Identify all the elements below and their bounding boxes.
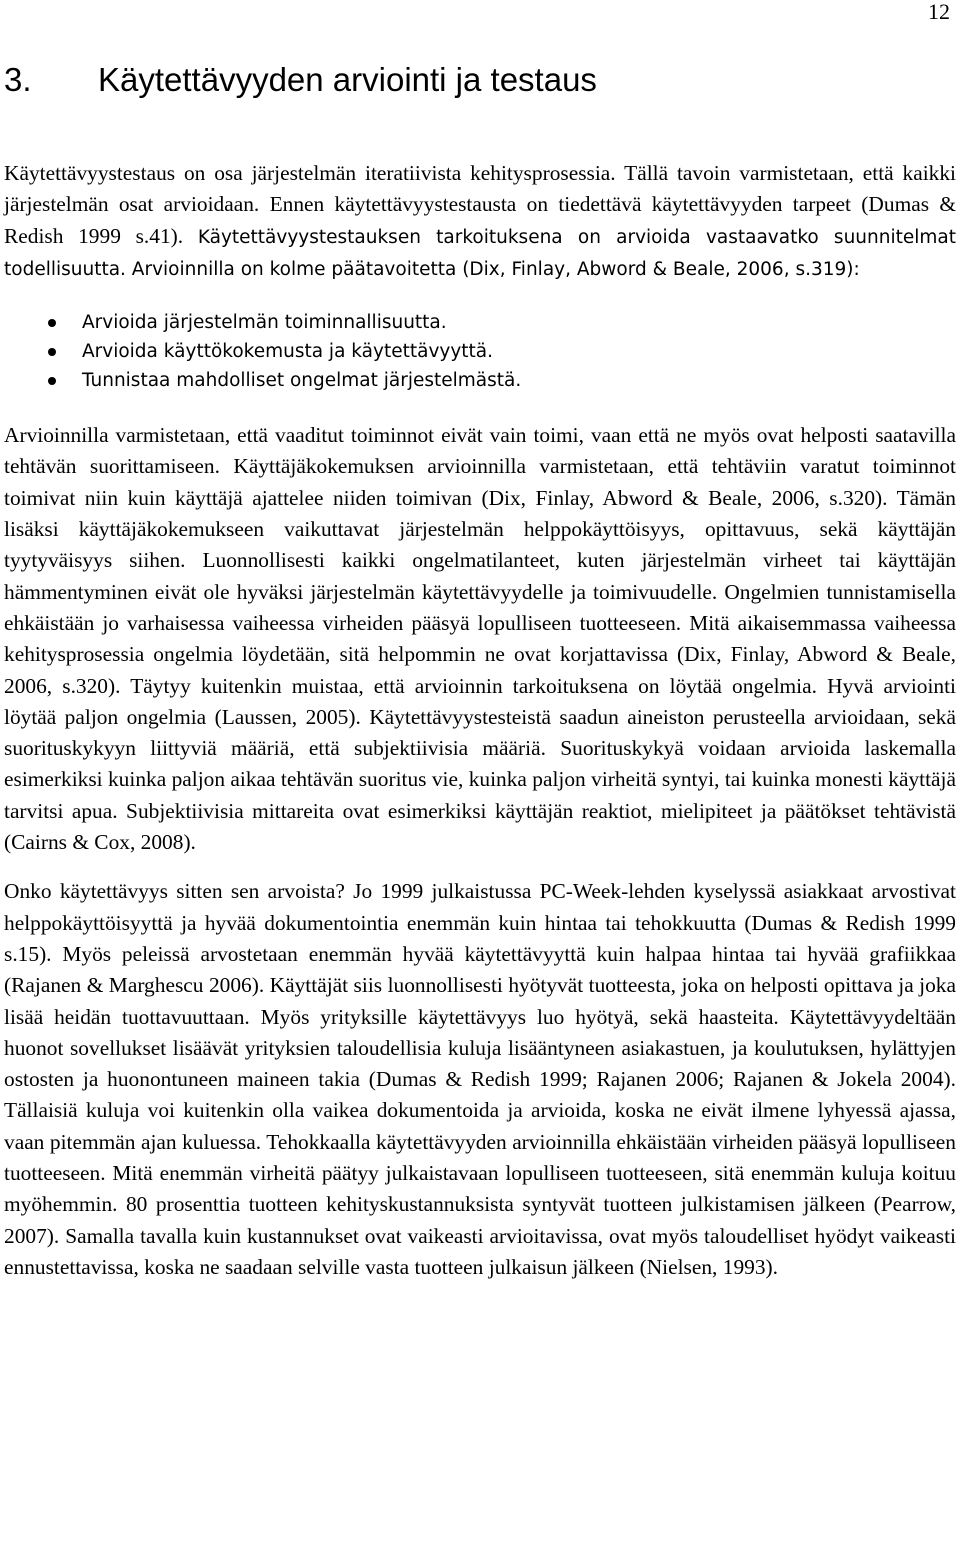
list-item — [4, 366, 956, 395]
page-body — [4, 158, 956, 1283]
page-number: 12 — [928, 0, 950, 24]
evaluation-paragraph: Arvioinnilla varmistetaan, että vaaditut toiminnot eivät vain toimi, vaan että ne myös ovat helposti saatavilla tehtävän suorittamiseen. Käyttäjäkokemuksen arvioinnilla varmistetaan, että tehtäviin varatut toiminnot toimivat niin kuin käyttäjä ajattelee niiden toimivan (Dix, Finlay, Abword & Beale, 2006, s.320). Tämän lisäksi käyttäjäkokemukseen vaikuttavat järjestelmän helppokäyttöisyys, opittavuus, sekä käyttäjän tyytyväisyys siihen. Luonnollisesti kaikki ongelmatilanteet, kuten järjestelmän virheet tai käyttäjän hämmentyminen eivät ole hyväksi järjestelmän käytettävyydelle ja toimivuudelle. Ongelmien tunnistamisella ehkäistään jo varhaisessa vaiheessa virheiden pääsyä lopulliseen tuotteeseen. Mitä aikaisemmassa vaiheessa kehitysprosessia ongelmia löydetään, sitä helpommin ne ovat korjattavissa (Dix, Finlay, Abword & Beale, 2006, s.320). Täytyy kuitenkin muistaa, että arvioinnin tarkoituksena on löytää ongelmia. Hyvä arviointi löytää paljon ongelmia (Laussen, 2005). Käytettävyystesteistä saadun aineiston perusteella arvioidaan, sekä suorituskykyyn liittyviä määriä, että subjektiivisia määriä. Suorituskykyä voidaan arvioida laskemalla esimerkiksi kuinka paljon aikaa tehtävän suoritus vie, kuinka paljon virheitä syntyi, tai kuinka monesti käyttäjä tarvitsi apua. Subjektiivisia mittareita ovat esimerkiksi käyttäjän reaktiot, mielipiteet ja päätökset tehtävistä (Cairns & Cox, 2008). — [4, 423, 956, 855]
list-item — [4, 337, 956, 366]
intro-paragraph-sans: Käytettävyystestauksen tarkoituksena on arvioida vastaavatko suunnitelmat todellisuutta. Arvioinnilla on kolme päätavoitetta (Dix, Finlay, Abword & Beale, 2006, s.319): — [4, 226, 956, 280]
bullet-icon — [48, 377, 56, 385]
chapter-title: Käytettävyyden arviointi ja testaus — [98, 61, 597, 98]
chapter-number: 3. — [4, 61, 32, 98]
intro-paragraph — [4, 158, 956, 285]
paragraph-gap — [4, 858, 956, 876]
chapter-heading — [4, 58, 597, 102]
list-item-text: Arvioida järjestelmän toiminnallisuutta. — [82, 312, 447, 334]
intro-paragraph-serif: Käytettävyystestaus on osa järjestelmän iteratiivista kehitysprosessia. Tällä tavoin varmistetaan, että kaikki järjestelmän osat arvioidaan. Ennen käytettävyystestausta on tiedettävä käytettävyyden tarpeet (Dumas & Redish 1999 s.41). — [4, 161, 956, 248]
list-item-text: Arvioida käyttökokemusta ja käytettävyyttä. — [82, 341, 494, 363]
goals-list — [4, 308, 956, 395]
value-paragraph: Onko käytettävyys sitten sen arvoista? Jo 1999 julkaistussa PC-Week-lehden kyselyssä asiakkaat arvostivat helppokäyttöisyyttä ja hyvää dokumentointia enemmän kuin hintaa tai tehokkuutta (Dumas & Redish 1999 s.15). Myös peleissä arvostetaan enemmän hyvää käytettävyyttä kuin halpaa hintaa tai hyvää grafiikkaa (Rajanen & Marghescu 2006). Käyttäjät siis luonnollisesti hyötyvät tuotteesta, joka on helposti opittava ja joka lisää heidän tuottavuuttaan. Myös yrityksille käytettävyys luo hyötyä, sekä haasteita. Käytettävyydeltään huonot sovellukset lisäävät yrityksien taloudellisia kuluja lisääntyneen asiakastuen, ja koulutuksen, hylättyjen ostosten ja huonontuneen maineen takia (Dumas & Redish 1999; Rajanen 2006; Rajanen & Jokela 2004). Tällaisiä kuluja voi kuitenkin olla vaikea dokumentoida ja arvioida, koska ne eivät ilmene lyhyessä ajassa, vaan pitemmän ajan kuluessa. Tehokkaalla käytettävyyden arvioinnilla ehkäistään virheiden pääsyä lopulliseen tuotteeseen. Mitä enemmän virheitä päätyy julkaistavaan lopulliseen tuotteeseen, sitä enemmän kuluja koituu myöhemmin. 80 prosenttia tuotteen kehityskustannuksista syntyvät tuotteen julkistamisen jälkeen (Pearrow, 2007). Samalla tavalla kuin kustannukset ovat vaikeasti arvioitavissa, ovat myös taloudelliset hyödyt vaikeasti ennustettavissa, koska ne saadaan selville vasta tuotteen julkaisun jälkeen (Nielsen, 1993). — [4, 879, 956, 1279]
bullet-icon — [48, 319, 56, 327]
bullet-icon — [48, 348, 56, 356]
list-item-text: Tunnistaa mahdolliset ongelmat järjestelmästä. — [82, 370, 522, 392]
list-item — [4, 308, 956, 337]
